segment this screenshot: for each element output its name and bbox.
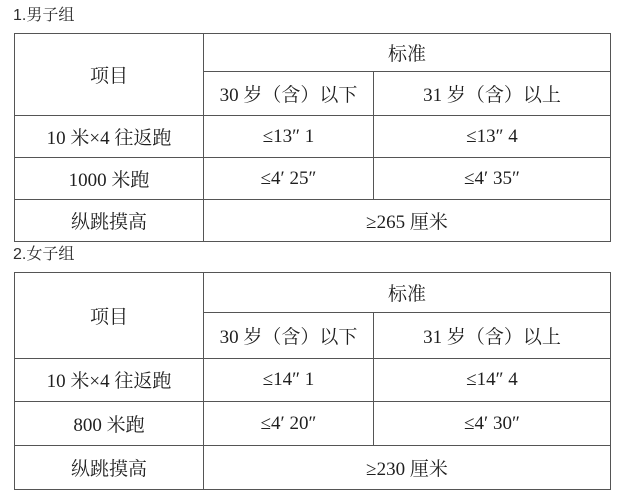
- header-age-under30-cell: 30 岁（含）以下: [204, 312, 374, 358]
- table-row: [15, 34, 611, 72]
- table-row: [15, 116, 611, 158]
- header-age-over31-cell: 31 岁（含）以上: [374, 312, 611, 358]
- value-under30-cell: ≤13″ 1: [204, 116, 374, 158]
- value-merged-cell: ≥265 厘米: [204, 200, 611, 242]
- table-row: [15, 273, 611, 313]
- header-item-cell: 项目: [15, 273, 204, 359]
- header-item-cell: 项目: [15, 34, 204, 116]
- table-row: [15, 200, 611, 242]
- value-under30-cell: ≤4′ 25″: [204, 158, 374, 200]
- table-row: [15, 358, 611, 402]
- item-cell: 纵跳摸高: [15, 446, 204, 490]
- value-over31-cell: ≤4′ 30″: [374, 402, 611, 446]
- value-over31-cell: ≤13″ 4: [374, 116, 611, 158]
- item-cell: 800 米跑: [15, 402, 204, 446]
- item-cell: 纵跳摸高: [15, 200, 204, 242]
- value-under30-cell: ≤14″ 1: [204, 358, 374, 402]
- value-merged-cell: ≥230 厘米: [204, 446, 611, 490]
- table-row: [15, 402, 611, 446]
- women-standards-table: [14, 272, 611, 490]
- item-cell: 1000 米跑: [15, 158, 204, 200]
- header-standard-cell: 标准: [204, 34, 611, 72]
- header-age-over31-cell: 31 岁（含）以上: [374, 72, 611, 116]
- section-title-women: 2.女子组: [13, 246, 75, 263]
- item-cell: 10 米×4 往返跑: [15, 116, 204, 158]
- value-over31-cell: ≤14″ 4: [374, 358, 611, 402]
- men-standards-table: [14, 33, 611, 242]
- header-age-under30-cell: 30 岁（含）以下: [204, 72, 374, 116]
- section-title-men: 1.男子组: [13, 7, 75, 24]
- table-row: [15, 158, 611, 200]
- header-standard-cell: 标准: [204, 273, 611, 313]
- value-under30-cell: ≤4′ 20″: [204, 402, 374, 446]
- value-over31-cell: ≤4′ 35″: [374, 158, 611, 200]
- item-cell: 10 米×4 往返跑: [15, 358, 204, 402]
- table-row: [15, 446, 611, 490]
